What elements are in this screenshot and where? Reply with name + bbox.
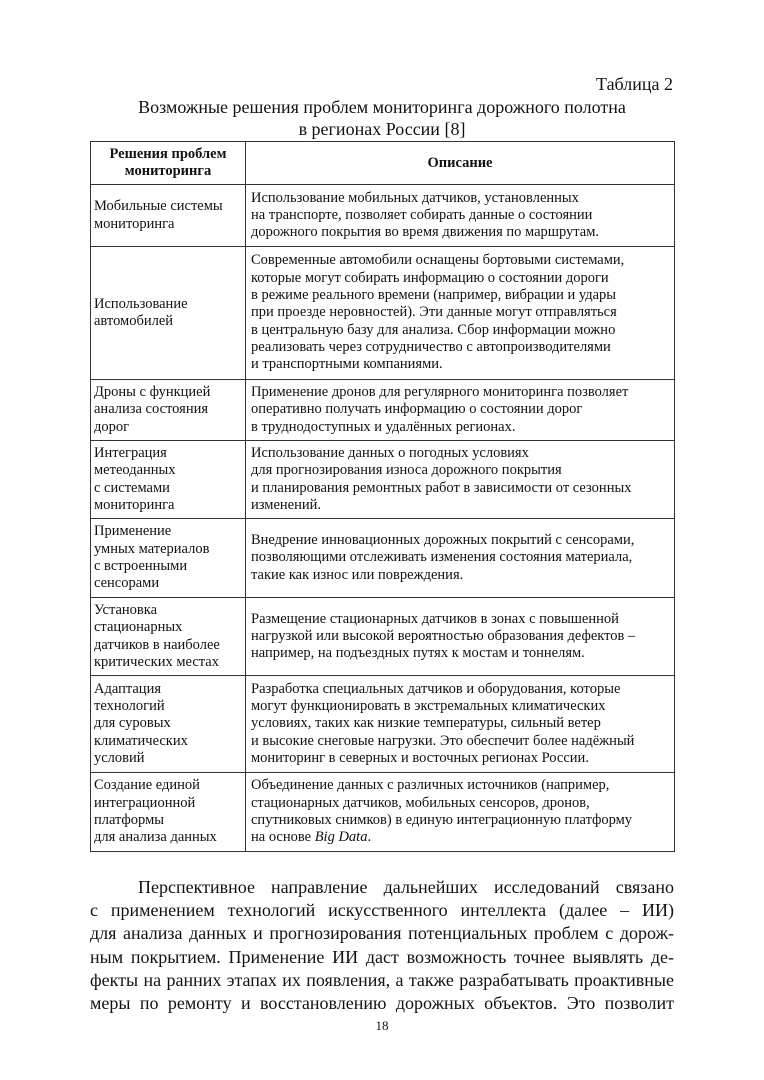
table-row xyxy=(91,247,675,380)
table-number-label: Таблица 2 xyxy=(596,74,673,94)
solution-cell: Мобильные системы мониторинга xyxy=(91,185,246,247)
header-description: Описание xyxy=(246,142,675,185)
table-row xyxy=(91,185,675,247)
description-cell: Применение дронов для регулярного мониторинга позволяет оперативно получать информацию о состоянии дорог в труднодоступных и удалённых регионах. xyxy=(246,380,675,441)
description-cell: Разработка специальных датчиков и оборудования, которые могут функционировать в экстремальных климатических условиях, таких как низкие температуры, сильный ветер и высокие снеговые нагрузки. Это обеспечит более надёжный мониторинг в северных и восточных регионах России. xyxy=(246,676,675,773)
body-paragraph xyxy=(90,876,674,1015)
solution-cell: Создание единой интеграционной платформы для анализа данных xyxy=(91,773,246,852)
table-header-row xyxy=(91,142,675,185)
solution-cell: Применение умных материалов с встроенными сенсорами xyxy=(91,519,246,598)
solution-cell: Дроны с функцией анализа состояния дорог xyxy=(91,380,246,441)
table-row xyxy=(91,598,675,676)
solution-cell: Адаптация технологий для суровых климатических условий xyxy=(91,676,246,773)
solution-cell: Интеграция метеоданных с системами мониторинга xyxy=(91,441,246,519)
caption-line-2: в регионах России [8] xyxy=(298,119,466,139)
caption-line-1: Возможные решения проблем мониторинга дорожного полотна xyxy=(138,97,626,117)
description-cell: Использование мобильных датчиков, установленных на транспорте, позволяет собирать данные о состоянии дорожного покрытия во время движения по маршрутам. xyxy=(246,185,675,247)
description-cell: Размещение стационарных датчиков в зонах с повышенной нагрузкой или высокой вероятностью образования дефектов – например, на подъездных путях к мостам и тоннелям. xyxy=(246,598,675,676)
description-cell: Использование данных о погодных условиях для прогнозирования износа дорожного покрытия и планирования ремонтных работ в зависимости от сезонных изменений. xyxy=(246,441,675,519)
table-row xyxy=(91,676,675,773)
solutions-table xyxy=(90,141,675,852)
solution-cell: Использование автомобилей xyxy=(91,247,246,380)
big-data-term: Big Data xyxy=(314,829,368,846)
table-row xyxy=(91,380,675,441)
paragraph-line: для анализа данных и прогнозирования потенциальных проблем с дорож- xyxy=(90,923,674,944)
solution-cell: Установка стационарных датчиков в наиболее критических местах xyxy=(91,598,246,676)
paragraph-line: меры по ремонту и восстановлению дорожных объектов. Это позволит xyxy=(90,993,674,1014)
paragraph-line: фекты на ранних этапах их появления, а также разрабатывать проактивные xyxy=(90,969,674,990)
description-cell: Объединение данных с различных источников (например, стационарных датчиков, мобильных сенсоров, дронов, спутниковых снимков) в единую интеграционную платформу на основе Big Data. xyxy=(246,773,675,852)
header-solutions: Решения проблем мониторинга xyxy=(91,142,246,185)
table-row xyxy=(91,519,675,598)
table-caption xyxy=(90,96,674,140)
description-cell: Современные автомобили оснащены бортовыми системами, которые могут собирать информацию о состоянии дороги в режиме реального времени (например, вибрации и удары при проезде неровностей). Эти данные могут отправляться в центральную базу для анализа. Сбор информации можно реализовать через сотрудничество с автопроизводителями и транспортными компаниями. xyxy=(246,247,675,380)
table-row xyxy=(91,441,675,519)
page-number: 18 xyxy=(375,1018,389,1033)
table-row xyxy=(91,773,675,852)
paragraph-line: Перспективное направление дальнейших исследований связано xyxy=(138,877,674,897)
description-cell: Внедрение инновационных дорожных покрытий с сенсорами, позволяющими отслеживать изменения состояния материала, такие как износ или повреждения. xyxy=(246,519,675,598)
paragraph-line: с применением технологий искусственного интеллекта (далее – ИИ) xyxy=(90,900,674,921)
paragraph-line: ным покрытием. Применение ИИ даст возможность точнее выявлять де- xyxy=(90,946,674,967)
